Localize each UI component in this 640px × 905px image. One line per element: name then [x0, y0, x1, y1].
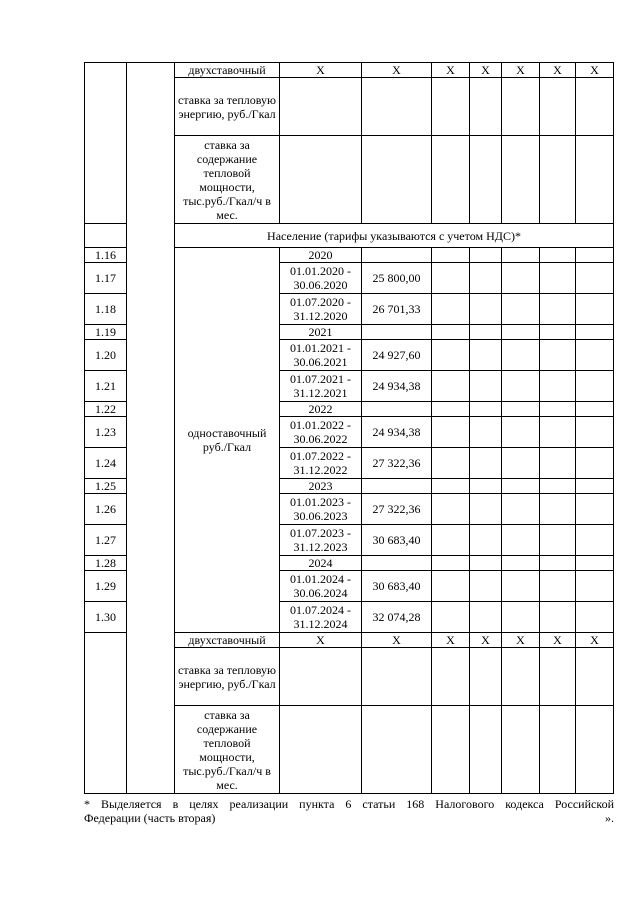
period-cell: 01.01.2024 - 30.06.2024: [280, 571, 362, 602]
empty-cell: [576, 325, 614, 340]
period-cell: 2022: [280, 402, 362, 417]
empty-cell: [470, 248, 502, 263]
empty-cell: [470, 706, 502, 794]
empty-cell: [576, 340, 614, 371]
empty-cell: [470, 402, 502, 417]
empty-cell: [432, 494, 470, 525]
empty-cell: [432, 525, 470, 556]
energy-rate-label: ставка за тепловую энергию, руб./Гкал: [175, 648, 280, 706]
empty-cell: [362, 648, 432, 706]
period-cell: 01.01.2021 - 30.06.2021: [280, 340, 362, 371]
empty-cell: [502, 479, 540, 494]
period-cell: 01.07.2020 - 31.12.2020: [280, 294, 362, 325]
tariff-value: [362, 556, 432, 571]
period-cell: 01.07.2023 - 31.12.2023: [280, 525, 362, 556]
row-number: 1.29: [85, 571, 127, 602]
cross-cell: X: [470, 63, 502, 78]
row-number: 1.20: [85, 340, 127, 371]
empty-cell: [540, 325, 576, 340]
empty-cell: [540, 294, 576, 325]
empty-cell: [470, 325, 502, 340]
empty-cell: [576, 448, 614, 479]
empty-cell: [502, 340, 540, 371]
empty-cell: [540, 263, 576, 294]
tariff-value: 30 683,40: [362, 525, 432, 556]
empty-cell: [432, 294, 470, 325]
footnote: [84, 797, 614, 825]
cross-cell: X: [470, 633, 502, 648]
footnote-line-2: [84, 811, 614, 825]
tariff-table: [84, 62, 614, 794]
empty-cell: [432, 325, 470, 340]
empty-cell: [576, 525, 614, 556]
cross-cell: X: [502, 63, 540, 78]
tariff-value: 24 934,38: [362, 371, 432, 402]
empty-cell: [432, 648, 470, 706]
empty-cell: [576, 294, 614, 325]
tariff-value: [362, 402, 432, 417]
empty-cell: [470, 263, 502, 294]
cross-cell: X: [432, 63, 470, 78]
tariff-value: 30 683,40: [362, 571, 432, 602]
empty-cell: [540, 494, 576, 525]
empty-cell: [540, 248, 576, 263]
empty-cell: [470, 479, 502, 494]
num-cell: [85, 224, 127, 248]
row-number: 1.26: [85, 494, 127, 525]
two-rate-label: двухставочный: [175, 633, 280, 648]
empty-cell: [432, 479, 470, 494]
footnote-line-1: * Выделяется в целях реализации пункта 6 статьи 168 Налогового кодекса Российской: [84, 797, 614, 811]
empty-cell: [502, 602, 540, 633]
empty-cell: [432, 706, 470, 794]
empty-cell: [502, 556, 540, 571]
empty-cell: [576, 571, 614, 602]
cross-cell: X: [540, 633, 576, 648]
empty-cell: [362, 706, 432, 794]
empty-cell: [576, 402, 614, 417]
empty-cell: [470, 602, 502, 633]
empty-cell: [502, 448, 540, 479]
empty-cell: [280, 706, 362, 794]
cross-cell: X: [502, 633, 540, 648]
empty-cell: [540, 402, 576, 417]
empty-cell: [280, 648, 362, 706]
row-number: 1.25: [85, 479, 127, 494]
empty-cell: [470, 648, 502, 706]
empty-cell: [540, 648, 576, 706]
row-number: 1.24: [85, 448, 127, 479]
row-number: 1.16: [85, 248, 127, 263]
empty-cell: [470, 571, 502, 602]
empty-cell: [432, 340, 470, 371]
empty-cell: [576, 494, 614, 525]
empty-cell: [540, 340, 576, 371]
row-number: 1.22: [85, 402, 127, 417]
row-number: 1.23: [85, 417, 127, 448]
empty-cell: [576, 371, 614, 402]
empty-cell: [470, 525, 502, 556]
empty-cell: [540, 371, 576, 402]
period-cell: 01.07.2022 - 31.12.2022: [280, 448, 362, 479]
num-cell: [85, 633, 127, 794]
empty-cell: [432, 263, 470, 294]
tariff-value: 26 701,33: [362, 294, 432, 325]
empty-cell: [576, 706, 614, 794]
empty-cell: [502, 402, 540, 417]
empty-cell: [502, 525, 540, 556]
empty-cell: [502, 494, 540, 525]
cross-cell: X: [540, 63, 576, 78]
row-number: 1.17: [85, 263, 127, 294]
energy-rate-label: ставка за тепловую энергию, руб./Гкал: [175, 78, 280, 136]
tariff-value: 24 927,60: [362, 340, 432, 371]
one-rate-label: одноставочный руб./Гкал: [175, 248, 280, 633]
empty-cell: [432, 448, 470, 479]
period-cell: 2021: [280, 325, 362, 340]
tariff-value: [362, 325, 432, 340]
empty-cell: [502, 417, 540, 448]
tariff-value: 25 800,00: [362, 263, 432, 294]
table-row: [85, 63, 614, 78]
period-cell: 01.01.2020 - 30.06.2020: [280, 263, 362, 294]
empty-cell: [540, 448, 576, 479]
row-number: 1.27: [85, 525, 127, 556]
empty-cell: [432, 402, 470, 417]
num-cell: [85, 63, 127, 224]
row-number: 1.19: [85, 325, 127, 340]
empty-cell: [576, 648, 614, 706]
merged-column-cell: [127, 63, 175, 794]
empty-cell: [502, 571, 540, 602]
empty-cell: [540, 602, 576, 633]
row-number: 1.21: [85, 371, 127, 402]
capacity-rate-label: ставка за содержание тепловой мощности, тыс.руб./Гкал/ч в мес.: [175, 706, 280, 794]
tariff-value: 24 934,38: [362, 417, 432, 448]
cross-cell: X: [362, 633, 432, 648]
empty-cell: [540, 525, 576, 556]
row-number: 1.18: [85, 294, 127, 325]
tariff-value: 27 322,36: [362, 448, 432, 479]
tariff-table-body: [85, 63, 614, 794]
empty-cell: [432, 602, 470, 633]
empty-cell: [502, 648, 540, 706]
cross-cell: X: [576, 633, 614, 648]
empty-cell: [470, 494, 502, 525]
empty-cell: [540, 706, 576, 794]
empty-cell: [576, 602, 614, 633]
period-cell: 2020: [280, 248, 362, 263]
tariff-value: [362, 479, 432, 494]
cross-cell: X: [280, 633, 362, 648]
cross-cell: X: [280, 63, 362, 78]
cross-cell: X: [576, 63, 614, 78]
empty-cell: [470, 294, 502, 325]
period-cell: 2024: [280, 556, 362, 571]
footnote-closing: ».: [605, 811, 614, 825]
empty-cell: [502, 294, 540, 325]
empty-cell: [576, 556, 614, 571]
empty-cell: [502, 263, 540, 294]
population-header: Население (тарифы указываются с учетом НДС)*: [175, 224, 614, 248]
period-cell: 2023: [280, 479, 362, 494]
empty-cell: [540, 571, 576, 602]
empty-cell: [576, 479, 614, 494]
empty-cell: [470, 371, 502, 402]
footnote-line-2-text: Федерации (часть вторая): [84, 811, 216, 825]
two-rate-label: двухставочный: [175, 63, 280, 78]
empty-cell: [502, 325, 540, 340]
empty-cell: [576, 263, 614, 294]
tariff-value: 32 074,28: [362, 602, 432, 633]
empty-cell: [432, 417, 470, 448]
empty-cell: [502, 706, 540, 794]
empty-cell: [576, 417, 614, 448]
empty-cell: [576, 248, 614, 263]
capacity-rate-label: ставка за содержание тепловой мощности, тыс.руб./Гкал/ч в мес.: [175, 136, 280, 224]
empty-cell: [540, 479, 576, 494]
empty-cell: [432, 556, 470, 571]
empty-cell: [502, 248, 540, 263]
cross-cell: X: [362, 63, 432, 78]
empty-cell: [540, 417, 576, 448]
tariff-value: 27 322,36: [362, 494, 432, 525]
cross-cell: X: [432, 633, 470, 648]
empty-cell: [502, 371, 540, 402]
row-number: 1.30: [85, 602, 127, 633]
empty-cell: [470, 556, 502, 571]
empty-cell: [432, 248, 470, 263]
empty-cell: [470, 340, 502, 371]
period-cell: 01.07.2021 - 31.12.2021: [280, 371, 362, 402]
period-cell: 01.01.2023 - 30.06.2023: [280, 494, 362, 525]
empty-cell: [540, 556, 576, 571]
period-cell: 01.07.2024 - 31.12.2024: [280, 602, 362, 633]
period-cell: 01.01.2022 - 30.06.2022: [280, 417, 362, 448]
empty-cell: [470, 448, 502, 479]
tariff-value: [362, 248, 432, 263]
row-number: 1.28: [85, 556, 127, 571]
empty-cell: [432, 571, 470, 602]
empty-cell: [432, 371, 470, 402]
empty-cell: [470, 417, 502, 448]
